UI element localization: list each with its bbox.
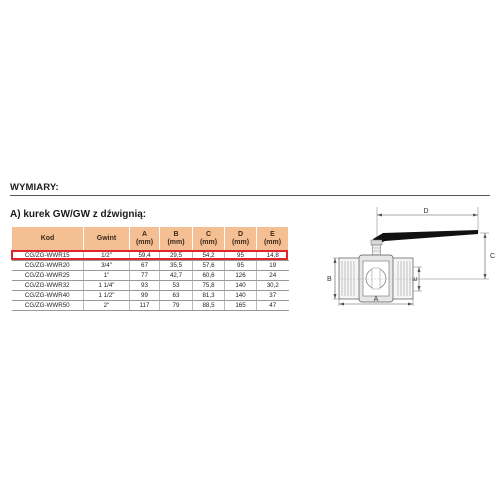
ball-valve-diagram [325, 203, 495, 308]
table-cell: 77 [130, 271, 160, 281]
table-cell: 81,3 [193, 291, 225, 301]
column-header-e [257, 227, 289, 251]
column-header-unit: (mm) [263, 238, 282, 246]
table-header-row [12, 227, 289, 251]
dimension-e-label: E [412, 276, 419, 281]
column-header-label: Kod [40, 234, 55, 242]
column-header-kod [12, 227, 84, 251]
table-cell: CG/ZG-WWR40 [12, 291, 84, 301]
section-title: WYMIARY: [10, 182, 59, 193]
table-cell: 1/2" [84, 251, 130, 261]
table-cell: 126 [225, 271, 257, 281]
column-header-a [130, 227, 160, 251]
dimension-a-label: A [373, 296, 379, 303]
table-cell: 63 [160, 291, 193, 301]
table-subtitle: A) kurek GW/GW z dźwignią: [10, 209, 147, 220]
section-divider [10, 195, 490, 196]
table-cell: 47 [257, 301, 289, 311]
table-cell: 140 [225, 291, 257, 301]
column-header-label: B [173, 230, 179, 238]
column-header-c [193, 227, 225, 251]
table-row [12, 261, 289, 271]
handle-nut [371, 240, 382, 245]
table-cell: 2" [84, 301, 130, 311]
column-header-label: E [270, 230, 275, 238]
table-cell: CG/ZG-WWR50 [12, 301, 84, 311]
table-cell: 79 [160, 301, 193, 311]
table-body [12, 251, 289, 311]
table-cell: 88,5 [193, 301, 225, 311]
table-cell: 35,5 [160, 261, 193, 271]
table-cell: 29,5 [160, 251, 193, 261]
column-header-gwint [84, 227, 130, 251]
valve-handle [373, 230, 478, 245]
table-cell: 37 [257, 291, 289, 301]
table-cell: 117 [130, 301, 160, 311]
column-header-label: A [141, 230, 148, 238]
table-cell: 67 [130, 261, 160, 271]
table-cell: CG/ZG-WWR15 [12, 251, 84, 261]
table-row [12, 301, 289, 311]
table-cell: 60,6 [193, 271, 225, 281]
column-header-label: C [205, 230, 212, 238]
table-cell: 95 [225, 251, 257, 261]
column-header-unit: (mm) [199, 238, 218, 246]
table-row [12, 271, 289, 281]
column-header-label: D [237, 230, 244, 238]
table-cell: 30,2 [257, 281, 289, 291]
column-header-b [160, 227, 193, 251]
table-cell: 57,6 [193, 261, 225, 271]
column-header-unit: (mm) [167, 238, 185, 246]
table-cell: 14,8 [257, 251, 289, 261]
table-cell: 19 [257, 261, 289, 271]
column-header-d [225, 227, 257, 251]
table-cell: 53 [160, 281, 193, 291]
table-cell: CG/ZG-WWR25 [12, 271, 84, 281]
table-cell: 24 [257, 271, 289, 281]
table-cell: CG/ZG-WWR20 [12, 261, 84, 271]
column-header-label: Gwint [96, 234, 117, 242]
table-cell: 95 [225, 261, 257, 271]
table-row [12, 291, 289, 301]
table-cell: 54,2 [193, 251, 225, 261]
column-header-unit: (mm) [231, 238, 250, 246]
table-cell: 1 1/4" [84, 281, 130, 291]
table-cell: CG/ZG-WWR32 [12, 281, 84, 291]
table-cell: 59,4 [130, 251, 160, 261]
dimensions-table [11, 226, 289, 311]
table-cell: 42,7 [160, 271, 193, 281]
table-cell: 93 [130, 281, 160, 291]
table-cell: 165 [225, 301, 257, 311]
table-cell: 140 [225, 281, 257, 291]
column-header-unit: (mm) [135, 238, 154, 246]
table-cell: 3/4" [84, 261, 130, 271]
table-row [12, 281, 289, 291]
dimension-b-label: B [327, 276, 332, 283]
dimension-d-label: D [423, 208, 429, 215]
table-cell: 75,8 [193, 281, 225, 291]
table-cell: 1" [84, 271, 130, 281]
table-cell: 99 [130, 291, 160, 301]
table-row [12, 251, 289, 261]
valve-stem [373, 245, 381, 256]
dimension-c-label: C [490, 253, 495, 260]
table-cell: 1 1/2" [84, 291, 130, 301]
